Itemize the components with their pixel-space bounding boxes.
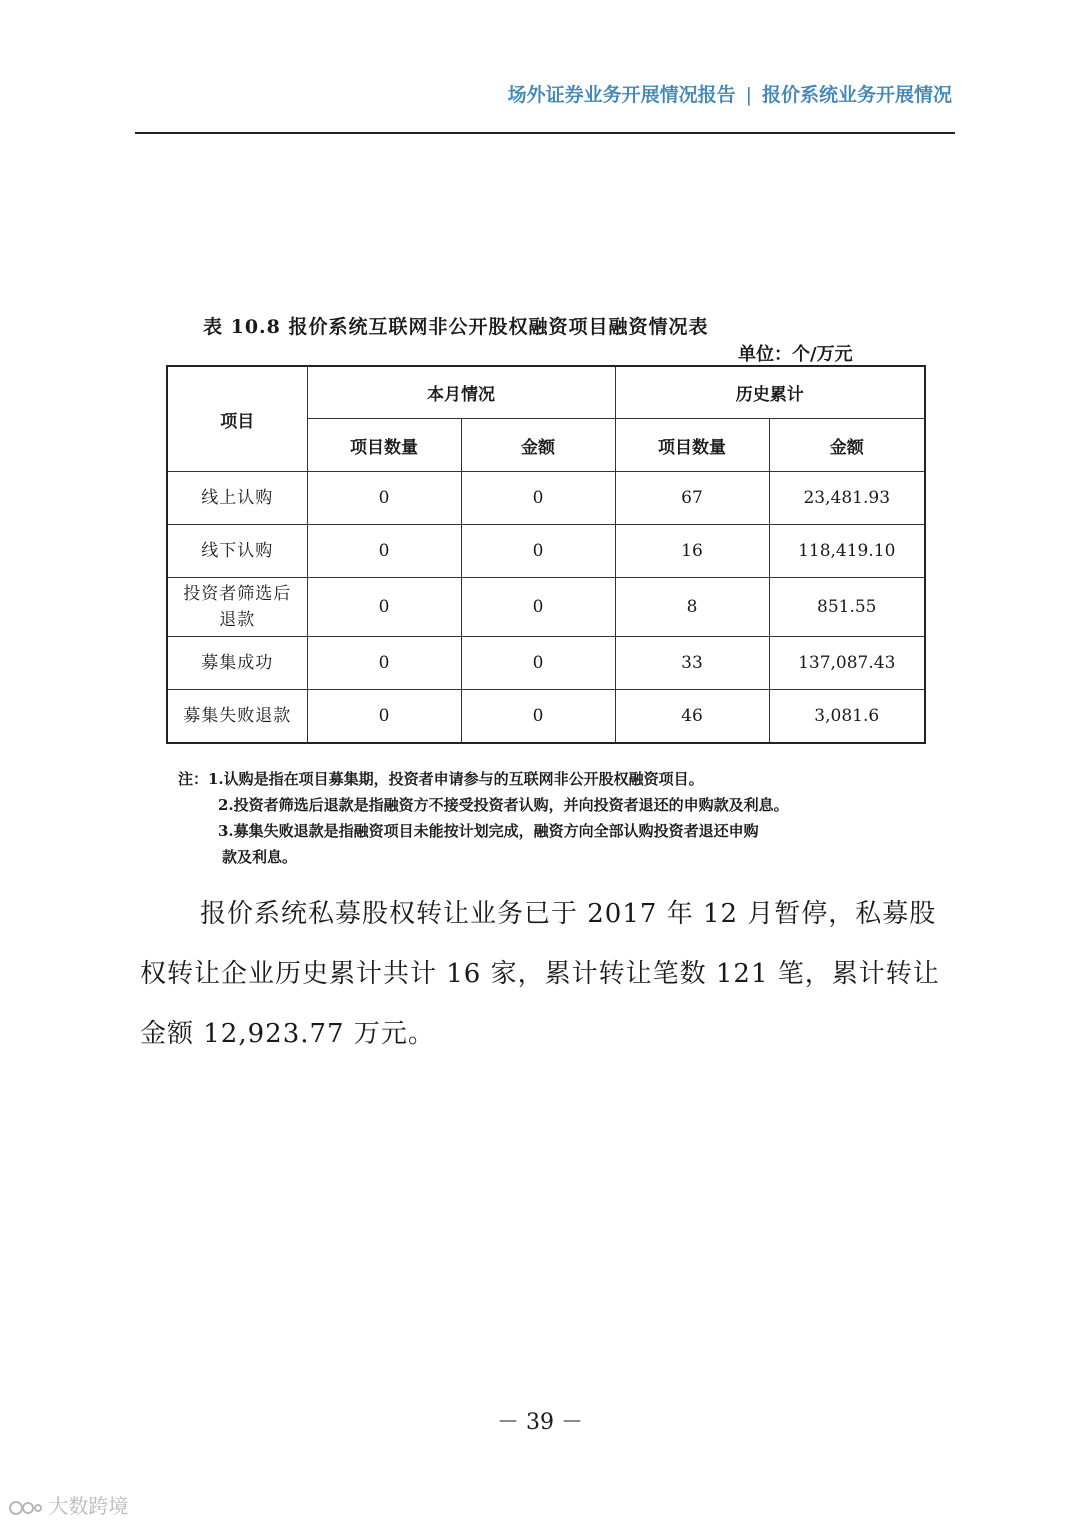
month-count-cell: 0 [307, 578, 461, 637]
history-count-cell: 8 [615, 578, 769, 637]
table-row [167, 690, 925, 744]
header-rule [135, 132, 955, 134]
body-paragraph [140, 884, 955, 1064]
row-label-line1: 投资者筛选后 [183, 584, 292, 604]
history-count-cell: 33 [615, 637, 769, 690]
paragraph-line: 权转让企业历史累计共计 16 家，累计转让笔数 121 笔，累计转让 [140, 959, 940, 989]
paragraph-line: 报价系统私募股权转让业务已于 2017 年 12 月暂停，私募股 [200, 899, 937, 929]
row-label: 募集成功 [167, 637, 307, 690]
history-amount-cell: 118,419.10 [769, 525, 925, 578]
row-label: 线上认购 [167, 472, 307, 525]
history-amount-cell: 851.55 [769, 578, 925, 637]
header-report-title: 场外证券业务开展情况报告 [507, 84, 736, 106]
header-item: 项目 [167, 366, 307, 472]
header-history: 历史累计 [615, 366, 925, 419]
page-number: － 39 － [497, 1410, 583, 1435]
paragraph-line: 金额 12,923.77 万元。 [140, 1019, 435, 1049]
history-count-cell: 67 [615, 472, 769, 525]
header-history-count: 项目数量 [615, 419, 769, 472]
table-unit: 单位：个/万元 [738, 344, 853, 365]
financing-table [166, 365, 926, 744]
month-amount-cell: 0 [461, 525, 615, 578]
table-notes [178, 766, 789, 870]
history-count-cell: 16 [615, 525, 769, 578]
watermark-logo-icon [8, 1498, 42, 1518]
month-amount-cell: 0 [461, 472, 615, 525]
header-separator: | [745, 84, 752, 106]
header-section-title: 报价系统业务开展情况 [761, 84, 952, 106]
history-count-cell: 46 [615, 690, 769, 744]
watermark-text: 大数跨境 [48, 1494, 129, 1518]
watermark [8, 1490, 128, 1519]
note-3: 3.募集失败退款是指融资项目未能按计划完成，融资方向全部认购投资者退还申购 [218, 822, 759, 840]
month-count-cell: 0 [307, 637, 461, 690]
row-label: 线下认购 [167, 525, 307, 578]
note-2: 2.投资者筛选后退款是指融资方不接受投资者认购，并向投资者退还的申购款及利息。 [218, 796, 789, 814]
note-1: 注：1.认购是指在项目募集期，投资者申请参与的互联网非公开股权融资项目。 [178, 770, 704, 788]
month-amount-cell: 0 [461, 690, 615, 744]
month-amount-cell: 0 [461, 637, 615, 690]
table-row [167, 525, 925, 578]
month-count-cell: 0 [307, 690, 461, 744]
month-count-cell: 0 [307, 472, 461, 525]
header-month-count: 项目数量 [307, 419, 461, 472]
header-current-month: 本月情况 [307, 366, 615, 419]
row-label: 募集失败退款 [167, 690, 307, 744]
table-row [167, 637, 925, 690]
header-month-amount: 金额 [461, 419, 615, 472]
row-label-line2: 退款 [219, 610, 256, 630]
history-amount-cell: 23,481.93 [769, 472, 925, 525]
month-count-cell: 0 [307, 525, 461, 578]
month-amount-cell: 0 [461, 578, 615, 637]
row-label [167, 578, 307, 637]
header-history-amount: 金额 [769, 419, 925, 472]
history-amount-cell: 137,087.43 [769, 637, 925, 690]
table-row [167, 578, 925, 637]
table-title: 表 10.8 报价系统互联网非公开股权融资项目融资情况表 [203, 316, 709, 338]
table-row [167, 472, 925, 525]
history-amount-cell: 3,081.6 [769, 690, 925, 744]
table-header-row [167, 366, 925, 419]
running-header [508, 80, 952, 107]
note-3-continued: 款及利息。 [222, 848, 298, 866]
